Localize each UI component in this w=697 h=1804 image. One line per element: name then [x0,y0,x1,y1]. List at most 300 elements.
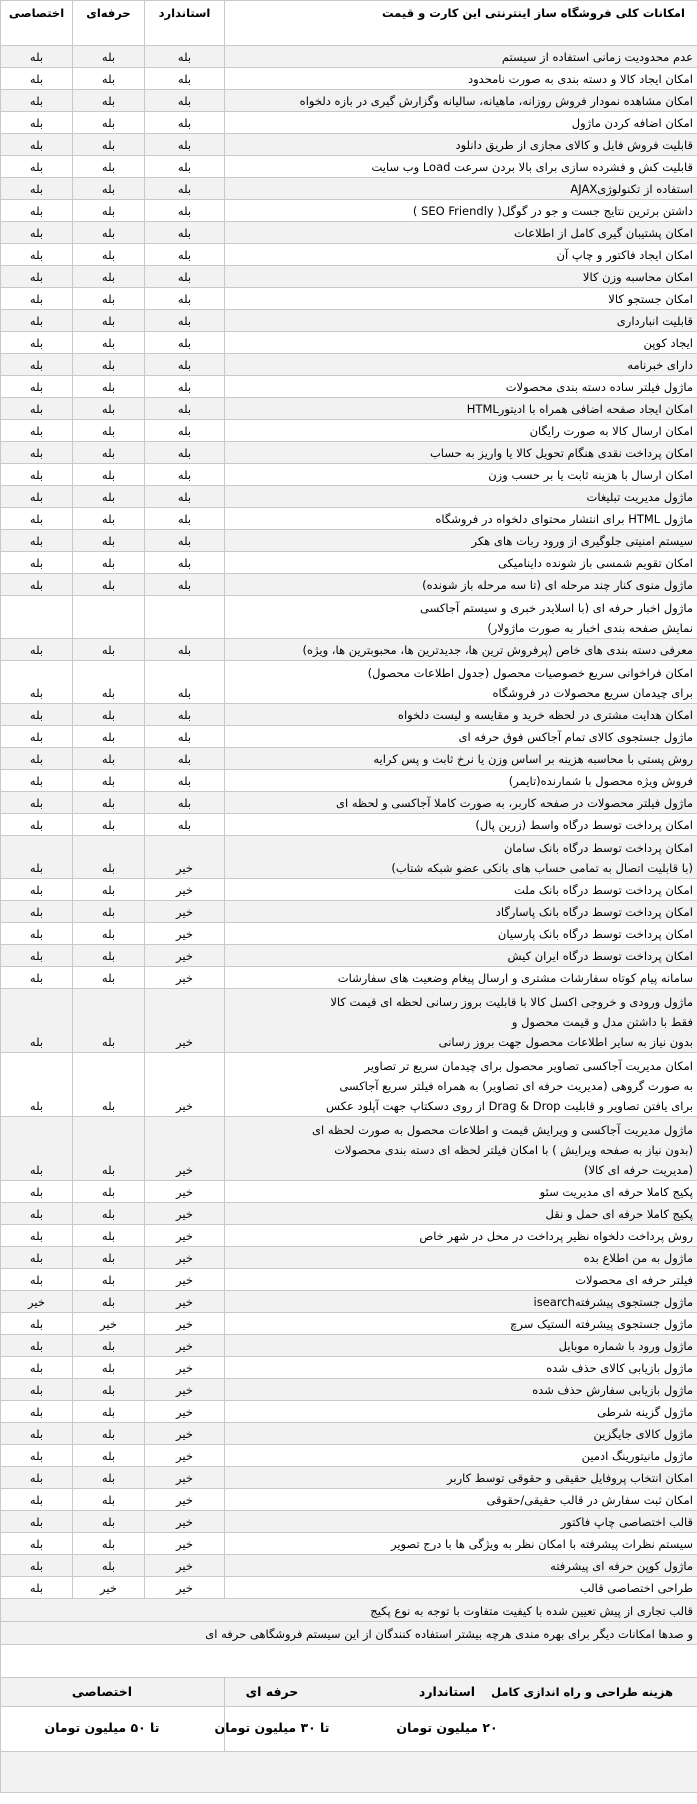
feature-name [225,310,697,332]
standard-value: بله [145,508,225,530]
professional-value: بله [73,1269,145,1291]
feature-row [1,770,697,792]
standard-value: بله [145,464,225,486]
standard-value: خیر [145,967,225,989]
professional-value: بله [73,420,145,442]
feature-line: (بدون نیاز به صفحه ویرایش ) با امکان فیلتر لحظه ای دسته بندی محصولات [334,1143,693,1157]
exclusive-value: بله [1,420,73,442]
feature-name [225,156,697,178]
feature-name [225,200,697,222]
feature-name [225,1489,697,1511]
feature-name [225,836,697,879]
professional-value: بله [73,288,145,310]
pricing-standard-value: ۲۰ میلیون تومان [396,1719,498,1735]
professional-value: بله [73,1423,145,1445]
exclusive-value: بله [1,310,73,332]
feature-line: ماژول جستجوی پیشرفته الستیک سرچ [510,1317,693,1331]
feature-name [225,967,697,989]
exclusive-value: بله [1,1247,73,1269]
feature-name [225,1291,697,1313]
pricing-exclusive-header: اختصاصی [71,1683,133,1699]
feature-line: امکان هدایت مشتری در لحظه خرید و مقایسه و لیست دلخواه [397,708,693,722]
feature-name [225,1335,697,1357]
exclusive-value: بله [1,1533,73,1555]
feature-line: ماژول ورود با شماره موبایل [558,1339,693,1353]
professional-value: بله [73,923,145,945]
professional-value: بله [73,442,145,464]
feature-line: ماژول مدیریت تبلیغات [586,490,693,504]
header-professional: حرفه‌ای [73,1,145,46]
standard-value: بله [145,770,225,792]
exclusive-value [1,596,73,639]
professional-value: بله [73,879,145,901]
feature-row [1,1379,697,1401]
feature-line: ماژول بازیابی کالای حذف شده [546,1361,693,1375]
exclusive-value: بله [1,923,73,945]
exclusive-value: بله [1,1577,73,1599]
feature-line: امکان فراخوانی سریع خصوصیات محصول (جدول اطلاعات محصول) [367,666,693,680]
feature-line: ماژول ورودی و خروجی اکسل کالا با قابلیت بروز رسانی لحظه ای قیمت کالا [330,995,693,1009]
standard-value: بله [145,354,225,376]
professional-value: بله [73,1203,145,1225]
feature-name [225,332,697,354]
standard-value: خیر [145,879,225,901]
feature-row [1,792,697,814]
standard-value: خیر [145,1181,225,1203]
standard-value: خیر [145,945,225,967]
exclusive-value: بله [1,1335,73,1357]
professional-value: بله [73,836,145,879]
standard-value: بله [145,178,225,200]
feature-line: امکان پرداخت نقدی هنگام تحویل کالا یا واریز به حساب [429,446,693,460]
standard-value: خیر [145,989,225,1053]
standard-value: خیر [145,1203,225,1225]
standard-value: بله [145,134,225,156]
exclusive-value: بله [1,1423,73,1445]
feature-row [1,1357,697,1379]
pricing-label: هزینه طراحی و راه اندازی کامل [225,1678,697,1707]
feature-name [225,68,697,90]
exclusive-value: بله [1,1203,73,1225]
professional-value: بله [73,1401,145,1423]
exclusive-value: بله [1,967,73,989]
feature-line: قالب اختصاصی چاپ فاکتور [560,1515,693,1529]
standard-value: خیر [145,901,225,923]
exclusive-value: بله [1,1181,73,1203]
feature-line: امکان جستجو کالا [608,292,693,306]
feature-line: ایجاد کوپن [643,336,693,350]
feature-row [1,464,697,486]
feature-line: ماژول اخبار حرفه ای (با اسلایدر خبری و سیستم آجاکسی [420,601,693,615]
professional-value: بله [73,1445,145,1467]
exclusive-value: بله [1,661,73,704]
feature-line: فروش ویژه محصول با شمارنده(تایمر) [508,774,693,788]
feature-line: قابلیت فروش فایل و کالای مجازی از طریق دانلود [455,138,693,152]
exclusive-value: بله [1,244,73,266]
feature-line: فقط با داشتن مدل و قیمت محصول و [511,1015,693,1029]
feature-name [225,1379,697,1401]
professional-value: بله [73,1291,145,1313]
feature-name [225,486,697,508]
professional-value: بله [73,46,145,68]
feature-row [1,1053,697,1117]
professional-value: بله [73,266,145,288]
professional-value: بله [73,1379,145,1401]
feature-row [1,332,697,354]
feature-row [1,1269,697,1291]
feature-row [1,420,697,442]
professional-value: بله [73,726,145,748]
feature-row [1,1511,697,1533]
feature-row [1,354,697,376]
feature-row [1,639,697,661]
exclusive-value: بله [1,1401,73,1423]
standard-value: خیر [145,1533,225,1555]
exclusive-value: بله [1,354,73,376]
feature-row [1,1489,697,1511]
feature-name [225,1445,697,1467]
professional-value: بله [73,90,145,112]
professional-value: بله [73,639,145,661]
feature-row [1,530,697,552]
feature-name [225,1313,697,1335]
header-exclusive: اختصاصی [1,1,73,46]
feature-name [225,266,697,288]
feature-row [1,1401,697,1423]
professional-value: بله [73,376,145,398]
professional-value: بله [73,178,145,200]
exclusive-value: بله [1,1313,73,1335]
feature-name [225,879,697,901]
feature-line: ماژول بازیابی سفارش حذف شده [532,1383,693,1397]
exclusive-value: بله [1,200,73,222]
feature-row [1,442,697,464]
feature-name [225,90,697,112]
professional-value: بله [73,574,145,596]
standard-value: بله [145,222,225,244]
exclusive-value: خیر [1,1291,73,1313]
feature-row [1,90,697,112]
professional-value: بله [73,222,145,244]
exclusive-value: بله [1,332,73,354]
feature-name [225,1467,697,1489]
feature-line: نمایش صفحه بندی اخبار به صورت ماژولار) [487,621,693,635]
feature-row [1,574,697,596]
feature-line: (با قابلیت اتصال به تمامی حساب های بانکی عضو شبکه شتاب) [391,861,693,875]
feature-name [225,814,697,836]
professional-value: بله [73,244,145,266]
pricing-professional-header: حرفه ای [245,1683,299,1699]
feature-name [225,1181,697,1203]
exclusive-value: بله [1,945,73,967]
feature-row [1,901,697,923]
standard-value: خیر [145,1423,225,1445]
exclusive-value: بله [1,639,73,661]
feature-line: دارای خبرنامه [627,358,693,372]
note-row [1,1599,697,1622]
feature-name [225,1511,697,1533]
exclusive-value: بله [1,1555,73,1577]
professional-value: بله [73,134,145,156]
exclusive-value: بله [1,68,73,90]
feature-row [1,1247,697,1269]
feature-name [225,420,697,442]
spacer-row [1,1645,697,1678]
feature-line: عدم محدودیت زمانی استفاده از سیستم [501,50,693,64]
standard-value: خیر [145,836,225,879]
feature-name [225,178,697,200]
feature-row [1,1335,697,1357]
professional-value: بله [73,792,145,814]
feature-line: امکان ارسال کالا به صورت رایگان [529,424,693,438]
feature-row [1,748,697,770]
standard-value: بله [145,726,225,748]
standard-value: بله [145,552,225,574]
feature-line: پکیج کاملا حرفه ای مدیریت سئو [539,1185,693,1199]
feature-line: امکان پرداخت توسط درگاه واسط (زرین پال) [475,818,693,832]
exclusive-value: بله [1,1225,73,1247]
standard-value: بله [145,112,225,134]
feature-name [225,1203,697,1225]
standard-value: بله [145,442,225,464]
professional-value: بله [73,332,145,354]
feature-name [225,1577,697,1599]
standard-value: خیر [145,1247,225,1269]
feature-line: امکان مشاهده نمودار فروش روزانه، ماهیانه، سالیانه وگزارش گیری در بازه دلخواه [299,94,693,108]
feature-line: (مدیریت حرفه ای کالا) [583,1163,693,1177]
standard-value: خیر [145,1401,225,1423]
feature-name [225,112,697,134]
feature-name [225,726,697,748]
feature-line: برای چیدمان سریع محصولات در فروشگاه [492,686,693,700]
feature-line: امکان ثبت سفارش در قالب حقیقی/حقوقی [486,1493,693,1507]
feature-name [225,508,697,530]
professional-value: بله [73,200,145,222]
standard-value: خیر [145,1117,225,1181]
exclusive-value: بله [1,1445,73,1467]
feature-line: ماژول به من اطلاع بده [583,1251,693,1265]
exclusive-value: بله [1,376,73,398]
feature-line: ماژول گزینه شرطی [597,1405,693,1419]
exclusive-value: بله [1,90,73,112]
feature-row [1,1181,697,1203]
standard-value: بله [145,420,225,442]
feature-name [225,222,697,244]
feature-line: سیستم نظرات پیشرفته با امکان نظر به ویژگی ها با درج تصویر [390,1537,693,1551]
exclusive-value: بله [1,1117,73,1181]
professional-value: بله [73,508,145,530]
feature-row [1,1313,697,1335]
feature-row [1,1203,697,1225]
feature-row [1,1533,697,1555]
standard-value: بله [145,574,225,596]
professional-value: بله [73,310,145,332]
professional-value: بله [73,704,145,726]
professional-value: بله [73,814,145,836]
feature-line: امکان ایجاد صفحه اضافی همراه با ادیتورHTML [466,402,693,416]
feature-row [1,836,697,879]
feature-row [1,989,697,1053]
pricing-exclusive-value: تا ۵۰ میلیون تومان [44,1719,160,1735]
feature-row [1,704,697,726]
footer-row [1,1752,697,1793]
feature-row [1,726,697,748]
feature-line: ماژول مانیتورینگ ادمین [581,1449,693,1463]
professional-value: بله [73,1533,145,1555]
feature-row [1,1555,697,1577]
feature-line: روش پرداخت دلخواه نظیر پرداخت در محل در شهر خاص [419,1229,693,1243]
professional-value: بله [73,1467,145,1489]
standard-value: بله [145,288,225,310]
standard-value: خیر [145,1269,225,1291]
feature-row [1,222,697,244]
professional-value: بله [73,1335,145,1357]
standard-value: خیر [145,1445,225,1467]
exclusive-value: بله [1,1053,73,1117]
feature-name [225,923,697,945]
standard-value: خیر [145,1511,225,1533]
exclusive-value: بله [1,222,73,244]
feature-line: ماژول کالای جایگزین [593,1427,693,1441]
feature-line: امکان محاسبه وزن کالا [582,270,693,284]
feature-name [225,1269,697,1291]
standard-value: خیر [145,1291,225,1313]
professional-value [73,596,145,639]
pricing-section [0,1677,697,1749]
feature-name [225,1053,697,1117]
standard-value: خیر [145,1357,225,1379]
standard-value: بله [145,156,225,178]
professional-value: بله [73,398,145,420]
professional-value: بله [73,156,145,178]
professional-value: بله [73,1053,145,1117]
professional-value: بله [73,68,145,90]
standard-value: بله [145,814,225,836]
feature-row [1,923,697,945]
feature-line: سامانه پیام کوتاه سفارشات مشتری و ارسال پیغام وضعیت های سفارشات [337,971,693,985]
feature-line: امکان پرداخت توسط درگاه بانک ملت [513,883,693,897]
standard-value: خیر [145,1555,225,1577]
feature-name [225,661,697,704]
feature-line: ماژول مدیریت آجاکسی و ویرایش قیمت و اطلاعات محصول به صورت لحظه ای [312,1123,693,1137]
exclusive-value: بله [1,704,73,726]
exclusive-value: بله [1,134,73,156]
feature-name [225,945,697,967]
feature-line: امکان ایجاد کالا و دسته بندی به صورت نامحدود [468,72,693,86]
feature-name [225,1555,697,1577]
table-header-row [1,1,697,46]
standard-value: بله [145,661,225,704]
exclusive-value: بله [1,178,73,200]
feature-row [1,1467,697,1489]
feature-name [225,639,697,661]
standard-value: بله [145,792,225,814]
feature-name [225,1247,697,1269]
standard-value: بله [145,46,225,68]
standard-value: بله [145,376,225,398]
professional-value: بله [73,770,145,792]
feature-name [225,1401,697,1423]
feature-name [225,244,697,266]
feature-line: ماژول فیلتر ساده دسته بندی محصولات [505,380,693,394]
feature-name [225,1423,697,1445]
feature-row [1,266,697,288]
note-row [1,1622,697,1645]
professional-value: بله [73,1225,145,1247]
feature-row [1,1445,697,1467]
feature-name [225,530,697,552]
feature-name [225,770,697,792]
feature-name [225,574,697,596]
feature-name [225,46,697,68]
standard-value: بله [145,748,225,770]
standard-value: خیر [145,923,225,945]
exclusive-value: بله [1,1467,73,1489]
standard-value: خیر [145,1053,225,1117]
feature-row [1,1291,697,1313]
professional-value: بله [73,1181,145,1203]
standard-value: خیر [145,1335,225,1357]
feature-name [225,1357,697,1379]
professional-value: بله [73,530,145,552]
feature-line: امکان انتخاب پروفایل حقیقی و حقوقی توسط کاربر [447,1471,693,1485]
standard-value: خیر [145,1379,225,1401]
feature-row [1,112,697,134]
feature-line: امکان مدیریت آجاکسی تصاویر محصول برای چیدمان سریع تر تصاویر [364,1059,693,1073]
feature-row [1,661,697,704]
feature-line: سیستم امنیتی جلوگیری از ورود ربات های هکر [471,534,693,548]
note-text: قالب تجاری از پیش تعیین شده با کیفیت متفاوت با توجه به نوع پکیج [1,1599,697,1622]
exclusive-value: بله [1,1511,73,1533]
exclusive-value: بله [1,836,73,879]
feature-line: ماژول کوپن حرفه ای پیشرفته [550,1559,693,1573]
exclusive-value: بله [1,879,73,901]
feature-line: امکان ارسال با هزینه ثابت یا بر حسب وزن [488,468,693,482]
exclusive-value: بله [1,748,73,770]
standard-value: بله [145,639,225,661]
exclusive-value: بله [1,989,73,1053]
exclusive-value: بله [1,486,73,508]
standard-value: بله [145,704,225,726]
feature-row [1,596,697,639]
professional-value: بله [73,1247,145,1269]
professional-value: خیر [73,1577,145,1599]
exclusive-value: بله [1,792,73,814]
exclusive-value: بله [1,574,73,596]
exclusive-value: بله [1,1269,73,1291]
professional-value: بله [73,1357,145,1379]
professional-value: بله [73,464,145,486]
feature-line: امکان اضافه کردن ماژول [571,116,693,130]
professional-value: بله [73,354,145,376]
feature-name [225,596,697,639]
professional-value: بله [73,748,145,770]
feature-line: ماژول فیلتر محصولات در صفحه کاربر، به صورت کاملا آجاکسی و لحظه ای [336,796,693,810]
feature-line: ماژول جستجوی کالای تمام آجاکس فوق حرفه ای [458,730,693,744]
feature-row [1,945,697,967]
feature-line: امکان ایجاد فاکتور و چاپ آن [556,248,693,262]
feature-line: به صورت گروهی (مدیریت حرفه ای تصاویر) به همراه فیلتر سریع آجاکسی [339,1079,693,1093]
professional-value: بله [73,901,145,923]
feature-row [1,134,697,156]
professional-value: بله [73,945,145,967]
feature-row [1,814,697,836]
standard-value: خیر [145,1489,225,1511]
pricing-professional-value: تا ۳۰ میلیون تومان [214,1719,330,1735]
standard-value: خیر [145,1467,225,1489]
feature-name [225,552,697,574]
feature-row [1,1423,697,1445]
